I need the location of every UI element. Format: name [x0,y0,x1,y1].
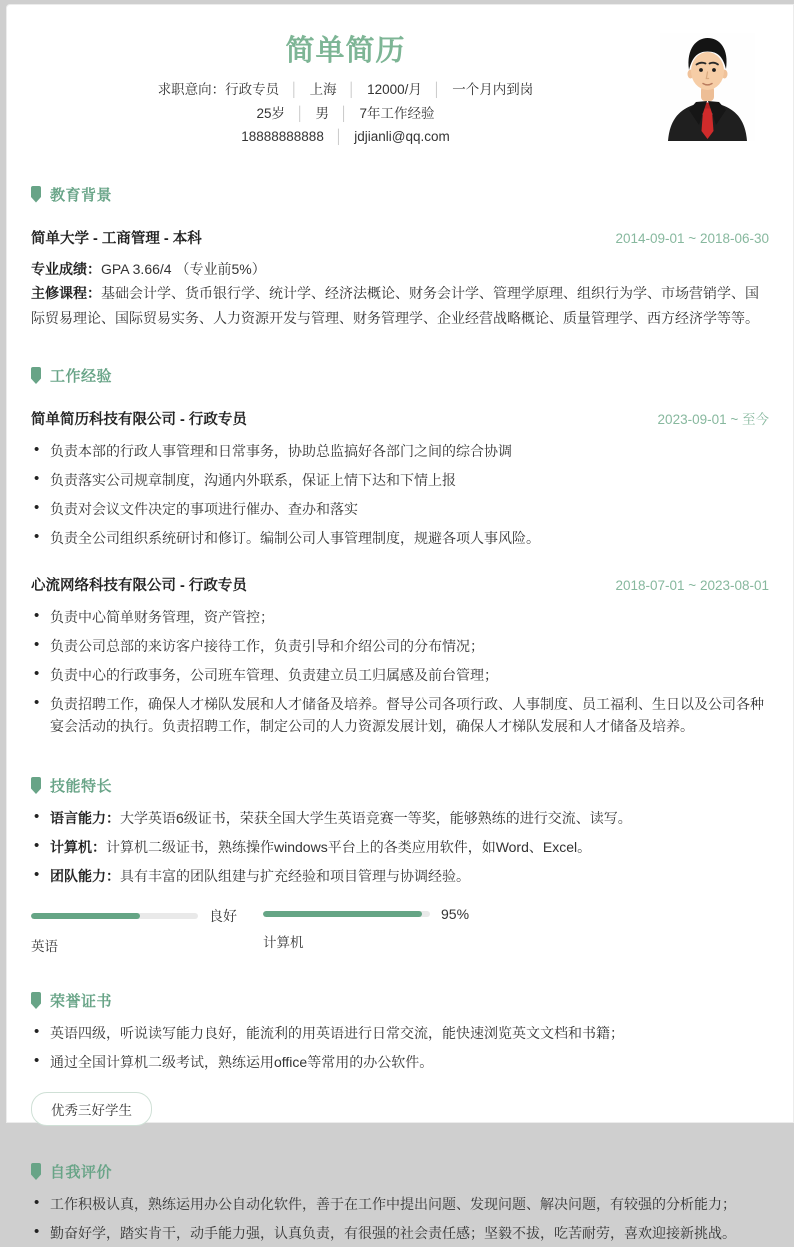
job-intent-line [31,78,660,102]
info-item: 一个月内到岗 [452,82,534,97]
skill-name: 计算机 [263,935,304,950]
info-item: 12000/月 [367,82,422,97]
bookmark-icon [31,367,41,384]
job-date-range: 2018-07-01 ~ 2023-08-01 [615,578,769,593]
job-duty-item: • 负责招聘工作，确保人才梯队发展和人才储备及培养。督导公司各项行政、人事制度、员工福利、生日以及公司各种宴会活动的执行。负责招聘工作，制定公司的人力资源发展计划，确保人才梯队发展和人才储备及培养。 [31,689,769,740]
school-degree: 简单大学 - 工商管理 - 本科 [31,230,202,247]
skill-bar-line [263,906,481,922]
job-duty-item: • 负责本部的行政人事管理和日常事务，协助总监搞好各部门之间的综合协调 [31,436,769,465]
section-skills-header [31,775,769,796]
bookmark-icon [31,777,41,794]
contact-item: jdjianli@qq.com [354,129,450,144]
skill-item-label: 团队能力： [50,867,120,884]
section-title: 荣誉证书 [50,993,113,1010]
separator: │ [340,105,349,121]
job-duty-item: • 负责落实公司规章制度，沟通内外联系，保证上情下达和下情上报 [31,465,769,494]
skill-bar-line [31,906,249,926]
skill-item [31,832,769,861]
skill-item-label: 计算机： [50,838,106,855]
progress-fill [263,911,422,917]
job-entry-row [31,574,769,595]
skill-item [31,861,769,890]
honor-item: • 英语四级，听说读写能力良好，能流利的用英语进行日常交流，能快速浏览英文文档和书籍； [31,1018,769,1047]
job-entry [31,408,769,552]
honor-item: • 通过全国计算机二级考试，熟练运用office等常用的办公软件。 [31,1047,769,1076]
page-title: 简单简历 [285,35,406,67]
progress-track [263,911,430,917]
skill-item-text: 计算机二级证书，熟练操作windows平台上的各类应用软件，如Word、Excel。 [106,838,592,855]
education-detail-line-text: 基础会计学、货币银行学、统计学、经济法概论、财务会计学、管理学原理、组织行为学、市场营销学、国际贸易理论、国际贸易实务、人力资源开发与管理、财务管理学、企业经营战略概论、质量管理学、西方经济学等等。 [31,285,759,326]
job-duty-item: • 负责对会议文件决定的事项进行催办、查办和落实 [31,494,769,523]
separator: │ [290,82,299,97]
separator: │ [347,82,357,97]
info-item: 7年工作经验 [359,105,435,121]
section-education-header [31,184,769,205]
job-entry-row [31,408,769,429]
resume-header [31,31,769,149]
self-evaluation-item: • 工作积极认真，熟练运用办公自动化软件，善于在工作中提出问题、发现问题、解决问题，有较强的分析能力； [31,1189,769,1218]
job-entry [31,574,769,740]
contact-line [31,125,660,149]
info-item: 25岁 [256,105,286,121]
section-self-evaluation [31,1161,769,1247]
header-text-block [31,31,660,149]
separator: │ [296,105,305,121]
contact-item: 18888888888 [241,129,324,144]
profile-photo [660,33,755,141]
education-detail-line-label: 主修课程： [31,285,101,301]
education-entry-row [31,227,769,248]
section-title: 技能特长 [50,778,113,795]
separator: │ [334,129,344,144]
skill-bars [31,906,769,955]
job-date-range: 2023-09-01 ~ 至今 [657,412,769,427]
section-education [31,184,769,331]
skill-item-text: 具有丰富的团队组建与扩充经验和项目管理与协调经验。 [120,867,470,884]
job-duty-item: • 负责公司总部的来访客户接待工作，负责引导和介绍公司的分布情况； [31,631,769,660]
resume-page [6,4,794,1241]
skill-level-label: 95% [441,906,470,922]
section-honors-header [31,990,769,1011]
education-detail-line-label: 专业成绩： [31,260,101,277]
bookmark-icon [31,186,41,203]
skill-item-text: 大学英语6级证书，荣获全国大学生英语竞赛一等奖，能够熟练的进行交流、读写。 [120,809,632,826]
skill-level-label: 良好 [209,908,237,924]
info-item: 男 [315,105,329,121]
section-title: 教育背景 [50,186,113,204]
progress-track [31,913,198,919]
company-position: 心流网络科技有限公司 - 行政专员 [31,578,247,594]
progress-fill [31,913,140,919]
honors-list [31,1018,769,1076]
section-work-header [31,365,769,386]
company-position: 简单简历科技有限公司 - 行政专员 [31,412,247,428]
section-self-evaluation-header [31,1161,769,1182]
profile-photo-illustration [660,33,755,141]
skill-item [31,803,769,832]
separator: │ [432,82,442,97]
skills-list [31,803,769,890]
bookmark-icon [31,1163,41,1180]
skill-bar-english [31,906,249,955]
self-evaluation-list [31,1189,769,1247]
job-duty-item: • 负责中心的行政事务，公司班车管理、负责建立员工归属感及前台管理； [31,660,769,689]
skill-bar-computer [263,906,481,955]
info-item: 上海 [309,82,337,97]
self-evaluation-item: • 勤奋好学，踏实肯干，动手能力强，认真负责，有很强的社会责任感；坚毅不拔，吃苦耐劳，喜欢迎接新挑战。 [31,1218,769,1247]
section-work [31,365,769,740]
section-title: 自我评价 [50,1164,113,1181]
info-item: 求职意向：行政专员 [157,82,280,97]
skill-item-label: 语言能力： [50,809,120,826]
personal-info-line [31,102,660,126]
job-duties-list [31,602,769,740]
education-date-range: 2014-09-01 ~ 2018-06-30 [615,230,769,246]
bookmark-icon [31,992,41,1009]
job-duty-item: • 负责全公司组织系统研讨和修订。编制公司人事管理制度，规避各项人事风险。 [31,523,769,552]
job-duty-item: • 负责中心简单财务管理，资产管控； [31,602,769,631]
section-skills [31,775,769,955]
job-duties-list [31,436,769,552]
skill-name: 英语 [31,939,58,954]
education-detail-line [31,281,769,330]
section-title: 工作经验 [50,368,113,385]
education-detail-line [31,257,769,282]
education-details [31,257,769,331]
section-honors [31,990,769,1126]
education-detail-line-text: GPA 3.66/4 （专业前5%） [101,260,266,277]
honor-tag: 优秀三好学生 [31,1092,152,1126]
